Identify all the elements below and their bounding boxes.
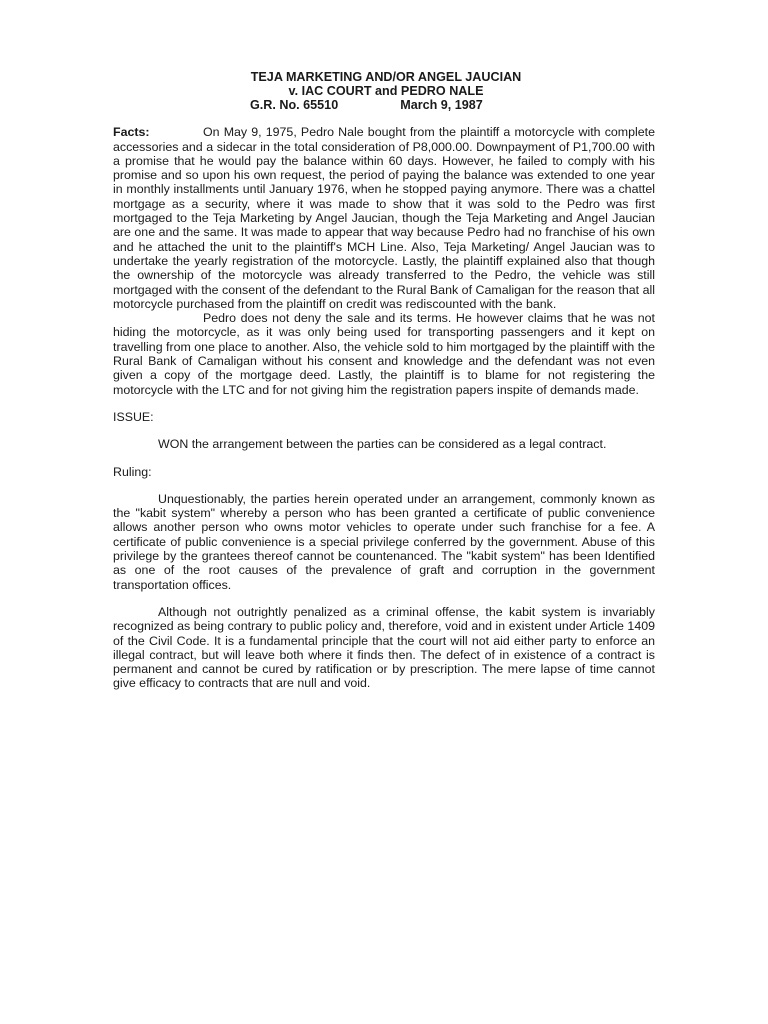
issue-paragraph: WON the arrangement between the parties can be considered as a legal contract. — [158, 437, 607, 452]
ruling-heading: Ruling: — [113, 464, 152, 479]
issue-heading: ISSUE: — [113, 409, 154, 424]
ruling-paragraph-1: Unquestionably, the parties herein operated under an arrangement, commonly known as the "kabit system" whereby a person who has been granted a certificate of public convenience allows another person who owns motor vehicles to operate under such franchise for a fee. A certificate of public convenience is a special privilege conferred by the government. Abuse of this privilege by the grantees thereof cannot be countenanced. The "kabit system" has been Identified as one of the root causes of the prevalence of graft and corruption in the government transportation offices. — [113, 491, 655, 592]
document-page — [113, 70, 655, 691]
decision-date: March 9, 1987 — [400, 98, 483, 112]
facts-heading: Facts: — [113, 125, 150, 139]
ruling-paragraph-2: Although not outrightly penalized as a criminal offense, the kabit system is invariably recognized as being contrary to public policy and, therefore, void and in existent under Article 1409 of the Civil Code. It is a fundamental principle that the court will not aid either party to enforce an illegal contract, but will leave both where it finds then. The defect of in existence of a contract is permanent and cannot be cured by ratification or by prescription. The mere lapse of time cannot give efficacy to contracts that are null and void. — [113, 604, 655, 691]
case-parties: v. IAC COURT and PEDRO NALE — [288, 84, 484, 98]
gr-number: G.R. No. 65510 — [250, 98, 339, 112]
facts-paragraph-2: Pedro does not deny the sale and its terms. He however claims that he was not hiding the motorcycle, as it was only being used for transporting passengers and it kept on travelling from one place to another. Also, the vehicle sold to him mortgaged by the plaintiff with the Rural Bank of Camaligan without his consent and knowledge and the defendant was not even given a copy of the mortgage deed. Lastly, the plaintiff is to blame for not registering the motorcycle with the LTC and for not giving him the registration papers inspite of demands made. — [113, 311, 655, 397]
facts-paragraph-1: On May 9, 1975, Pedro Nale bought from the plaintiff a motorcycle with complete accessories and a sidecar in the total consideration of P8,000.00. Downpayment of P1,700.00 with a promise that he would pay the balance within 60 days. However, he failed to comply with his promise and so upon his own request, the period of paying the balance was extended to one year in monthly installments until January 1976, when he stopped paying anymore. There was a chattel mortgage as a security, where it was made to show that it was sold to the Pedro was first mortgaged to the Teja Marketing by Angel Jaucian, though the Teja Marketing and Angel Jaucian are one and the same. It was made to appear that way because Pedro had no franchise of his own and he attached the unit to the plaintiff's MCH Line. Also, Teja Marketing/ Angel Jaucian was to undertake the yearly registration of the motorcycle. Lastly, the plaintiff explained also that though the ownership of the motorcycle was already transferred to the Pedro, the vehicle was still mortgaged with the consent of the defendant to the Rural Bank of Camaligan for the reason that all motorcycle purchased from the plaintiff on credit was rediscounted with the bank. — [113, 125, 655, 311]
case-title-block — [117, 70, 655, 112]
case-citation — [117, 98, 655, 112]
case-title: TEJA MARKETING AND/OR ANGEL JAUCIAN — [250, 70, 522, 84]
